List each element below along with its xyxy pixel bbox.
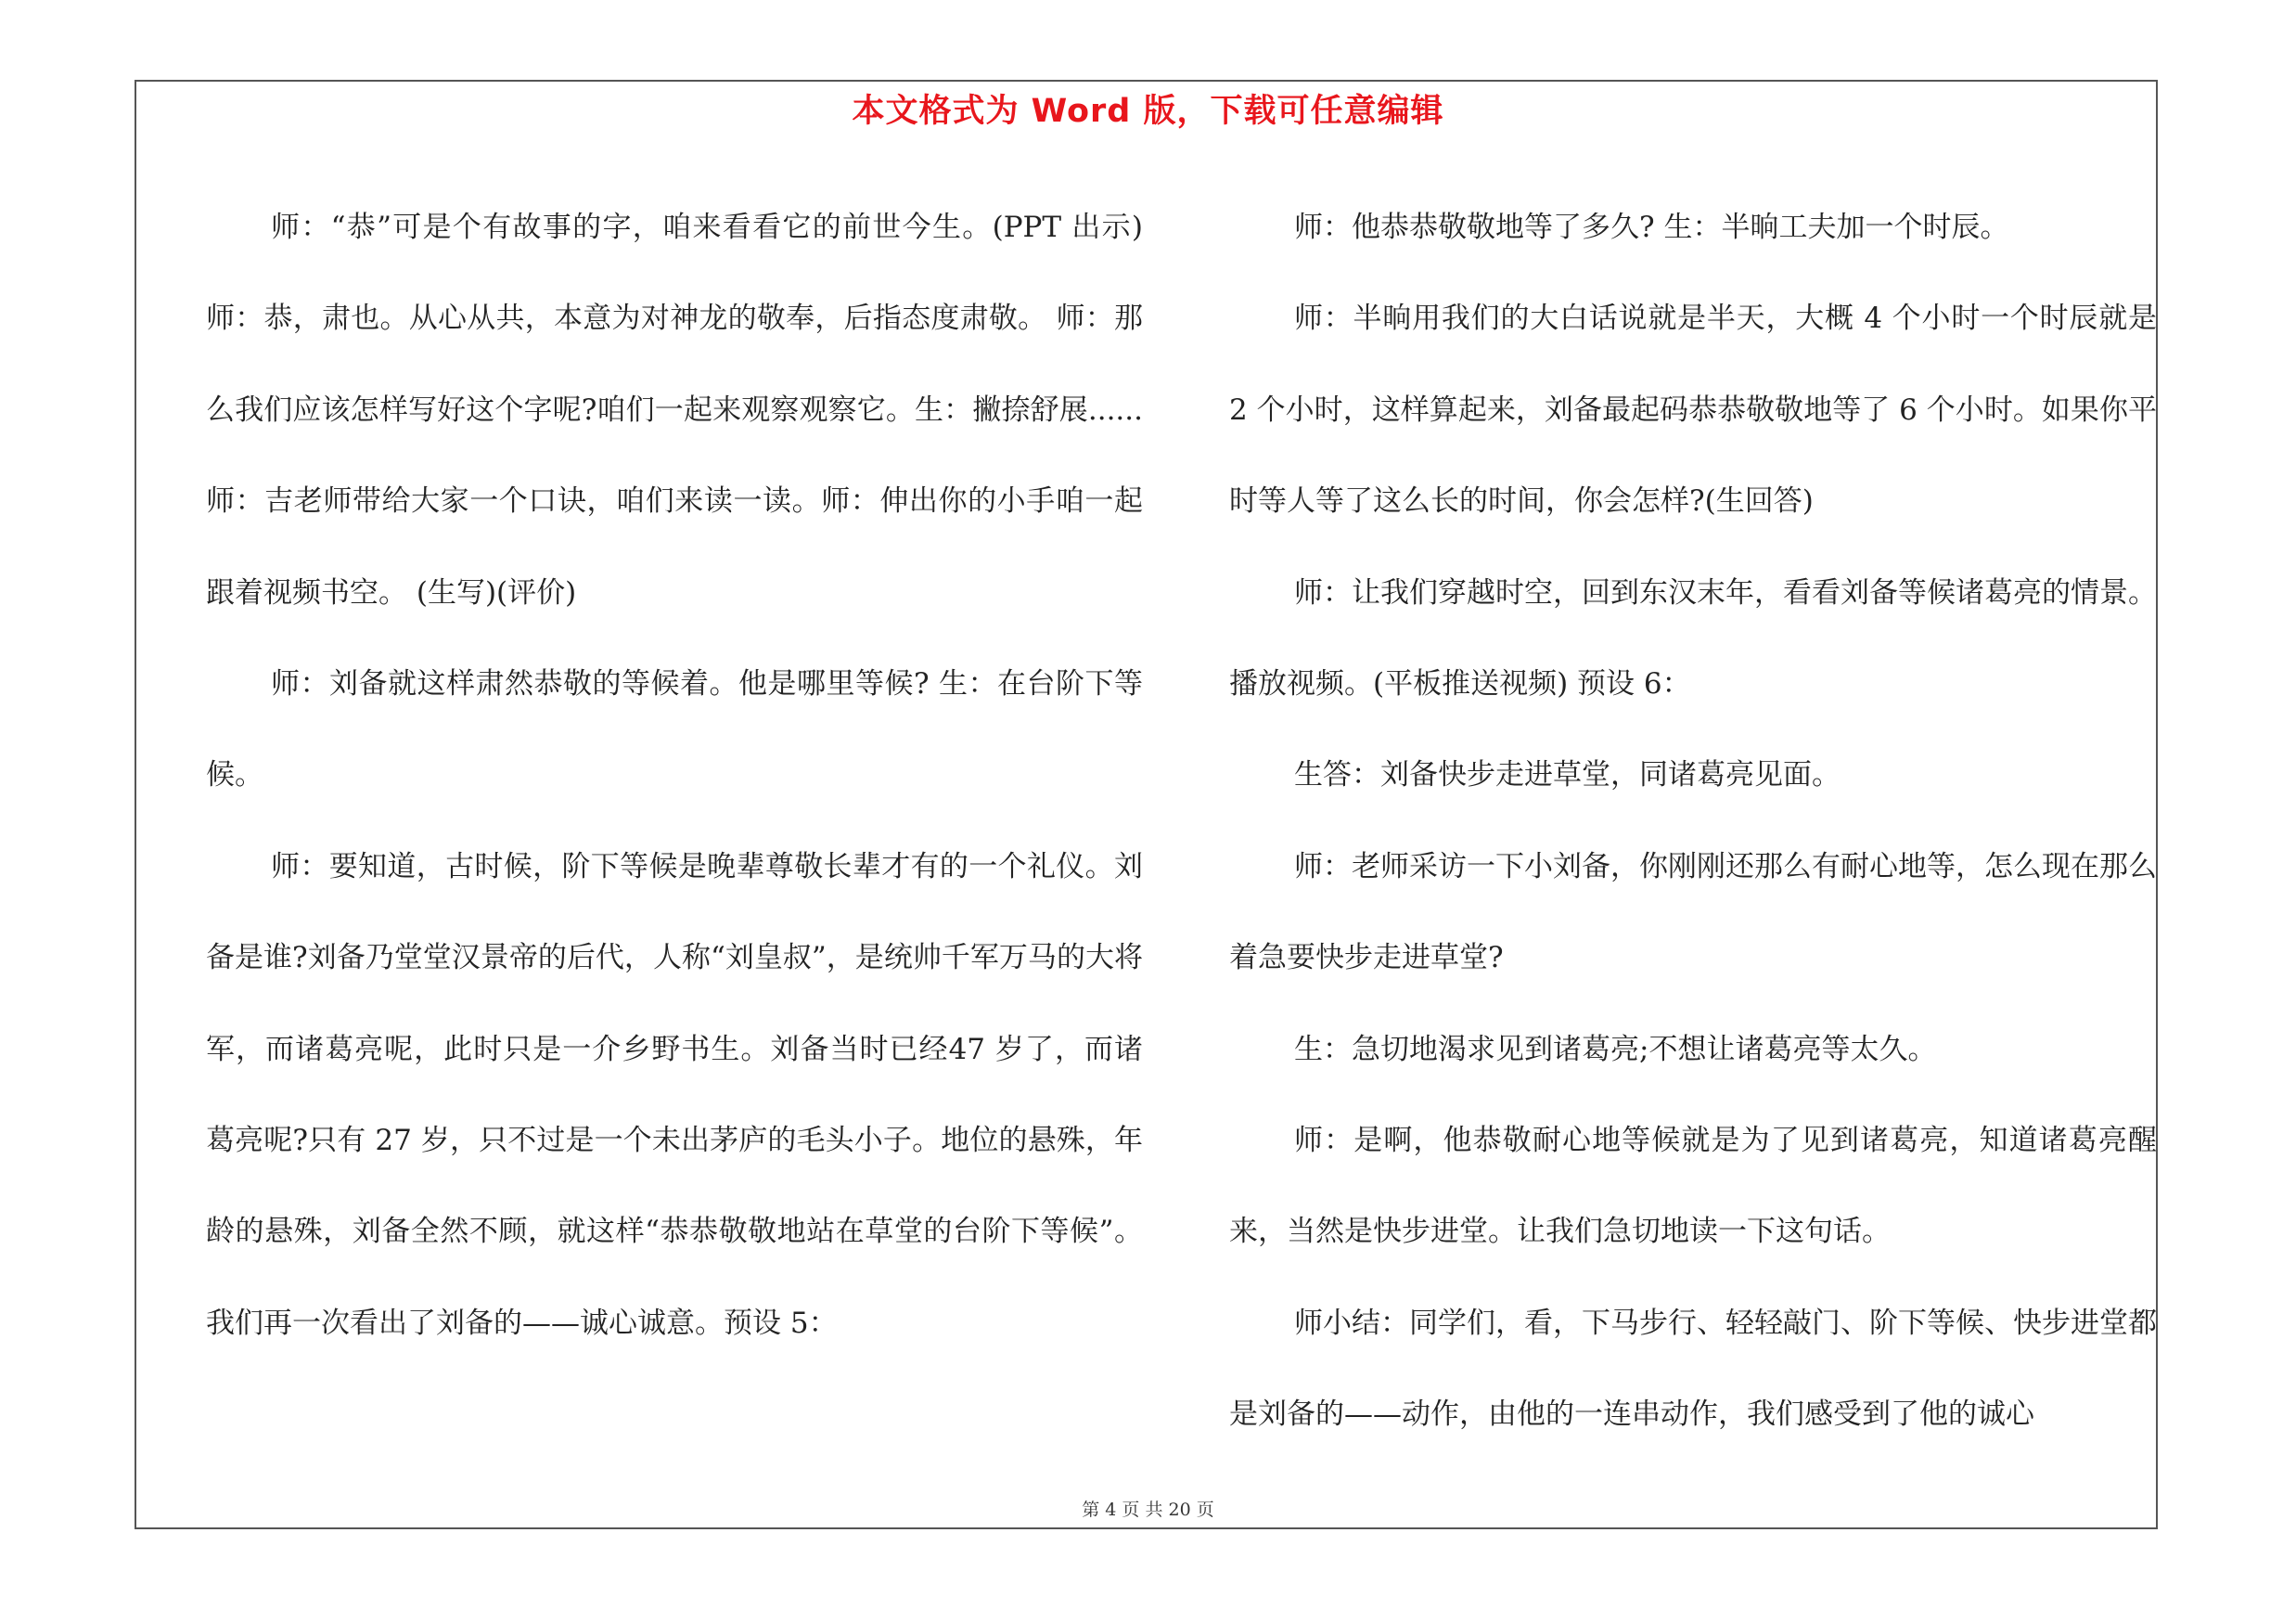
document-banner: 本文格式为 Word 版，下载可任意编辑 — [852, 93, 1444, 130]
paragraph: 师：是啊，他恭敬耐心地等候就是为了见到诸葛亮，知道诸葛亮醒来，当然是快步进堂。让我们急切地读一下这句话。 — [1229, 1124, 2157, 1249]
paragraph: 师小结：同学们，看，下马步行、轻轻敲门、阶下等候、快步进堂都是刘备的——动作，由他的一连串动作，我们感受到了他的诚心 — [1229, 1306, 2157, 1432]
page-number: 第 4 页 共 20 页 — [1082, 1500, 1214, 1520]
paragraph: 师：老师采访一下小刘备，你刚刚还那么有耐心地等，怎么现在那么着急要快步走进草堂? — [1229, 849, 2157, 975]
left-column — [206, 182, 1143, 1369]
paragraph: 师：“恭”可是个有故事的字，咱来看看它的前世今生。(PPT 出示) 师：恭，肃也。从心从共，本意为对神龙的敬奉，后指态度肃敬。 师：那么我们应该怎样写好这个字呢?咱们一起来观察观察它。生：撇捺舒展...... 师：吉老师带给大家一个口诀，咱们来读一读。师：伸出你的小手咱一起跟着视频书空。 (生写)(评价) — [206, 211, 1143, 610]
paragraph: 生：急切地渴求见到诸葛亮;不想让诸葛亮等太久。 — [1294, 1032, 1937, 1066]
right-column — [1229, 182, 2157, 1461]
paragraph: 师：半晌用我们的大白话说就是半天，大概 4 个小时一个时辰就是 2 个小时，这样算起来，刘备最起码恭恭敬敬地等了 6 个小时。如果你平时等人等了这么长的时间，你会怎样?(生回答) — [1229, 302, 2157, 519]
paragraph: 师：要知道，古时候，阶下等候是晚辈尊敬长辈才有的一个礼仪。刘备是谁?刘备乃堂堂汉景帝的后代，人称“刘皇叔”，是统帅千军万马的大将军，而诸葛亮呢，此时只是一介乡野书生。刘备当时已经47 岁了，而诸葛亮呢?只有 27 岁，只不过是一个未出茅庐的毛头小子。地位的悬殊，年龄的悬殊，刘备全然不顾，就这样“恭恭敬敬地站在草堂的台阶下等候”。我们再一次看出了刘备的——诚心诚意。预设 5： — [206, 849, 1143, 1340]
paragraph: 师：让我们穿越时空，回到东汉末年，看看刘备等候诸葛亮的情景。 播放视频。(平板推送视频) 预设 6： — [1229, 575, 2157, 702]
paragraph: 师：他恭恭敬敬地等了多久? 生：半晌工夫加一个时辰。 — [1294, 211, 2009, 244]
paragraph: 师：刘备就这样肃然恭敬的等候着。他是哪里等候? 生：在台阶下等候。 — [206, 667, 1143, 792]
paragraph: 生答：刘备快步走进草堂，同诸葛亮见面。 — [1294, 758, 1841, 792]
